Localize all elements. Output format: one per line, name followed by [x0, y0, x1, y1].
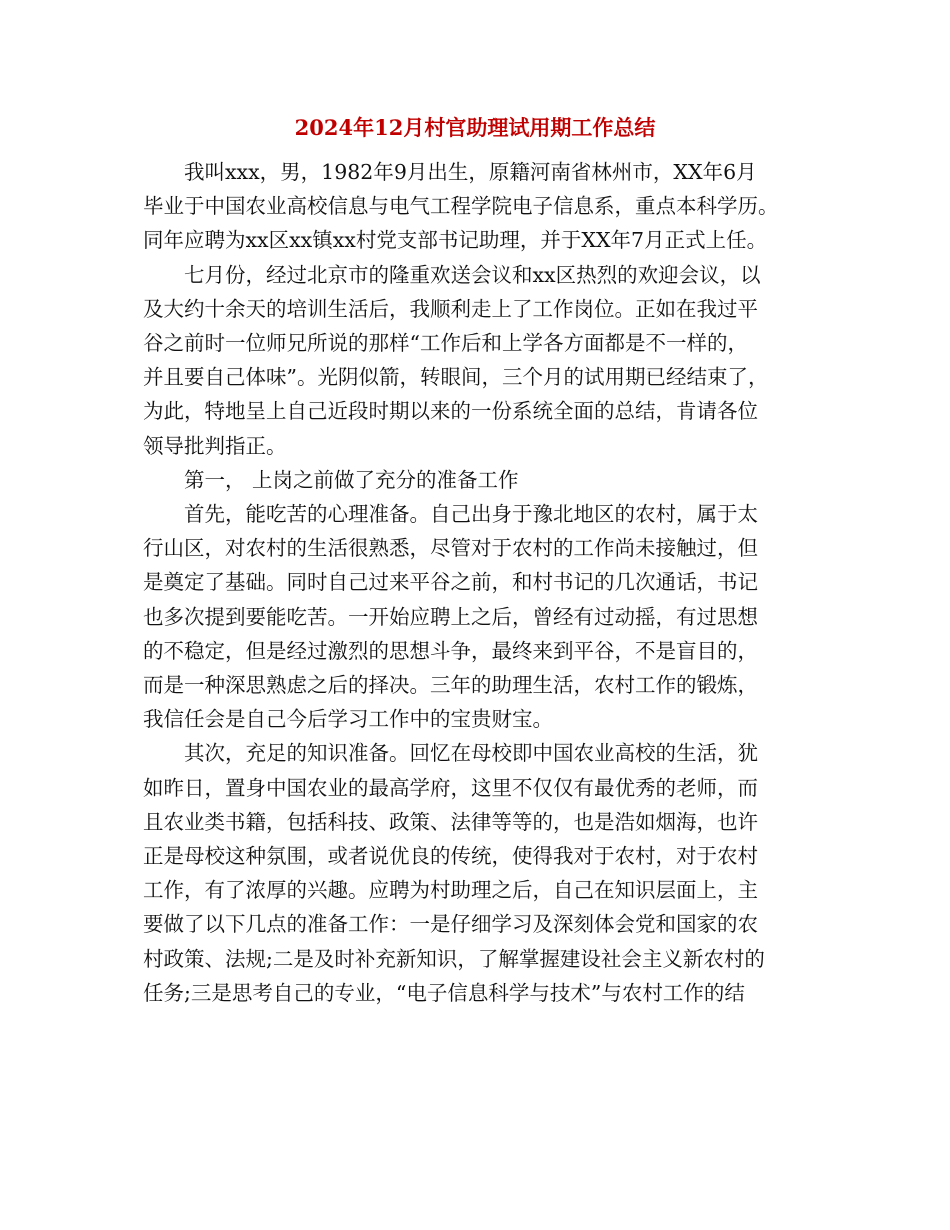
section-heading-first: 第一， 上岗之前做了充分的准备工作 [184, 467, 519, 492]
paragraph-intro: 我叫xxx，男，1982年9月出生，原籍河南省林州市，XX年6月 毕业于中国农业高校信息与电气工程学院电子信息系，重点本科学历。 同年应聘为xx区xx镇xx村党支部书记助理，并于XX年7月正式上任。 [143, 160, 779, 253]
paragraph-psychological-preparation: 首先，能吃苦的心理准备。自己出身于豫北地区的农村，属于太 行山区，对农村的生活很熟悉，尽管对于农村的工作尚未接触过，但 是奠定了基础。同时自己过来平谷之前，和村书记的几次通话，书记 也多次提到要能吃苦。一开始应聘上之后，曾经有过动摇，有过思想 的不稳定，但是经过激烈的思想斗争，最终来到平谷，不是盲目的， 而是一种深思熟虑之后的择决。三年的助理生活，农村工作的锻炼， 我信任会是自己今后学习工作中的宝贵财宝。 [143, 502, 758, 732]
document-body [143, 155, 813, 1010]
paragraph-july: 七月份，经过北京市的隆重欢送会议和xx区热烈的欢迎会议，以 及大约十余天的培训生活后，我顺利走上了工作岗位。正如在我过平 谷之前时一位师兄所说的那样“工作后和上学各方面都是不一样的， 并且要自己体味”。光阴似箭，转眼间，三个月的试用期已经结束了， 为此，特地呈上自己近段时期以来的一份系统全面的总结，肯请各位 领导批判指正。 [143, 262, 769, 458]
document-title: 2024年12月村官助理试用期工作总结 [294, 115, 656, 140]
paragraph-knowledge-preparation: 其次，充足的知识准备。回忆在母校即中国农业高校的生活，犹 如昨日，置身中国农业的最高学府，这里不仅仅有最优秀的老师，而 且农业类书籍，包括科技、政策、法律等等的，也是浩如烟海，也许 正是母校这种氛围，或者说优良的传统，使得我对于农村，对于农村 工作，有了浓厚的兴趣。应聘为村助理之后，自己在知识层面上，主 要做了以下几点的准备工作：一是仔细学习及深刻体会党和国家的农 村政策、法规;二是及时补充新知识，了解掌握建设社会主义新农村的 任务;三是思考自己的专业，“电子信息科学与技术”与农村工作的结 [143, 741, 765, 1005]
